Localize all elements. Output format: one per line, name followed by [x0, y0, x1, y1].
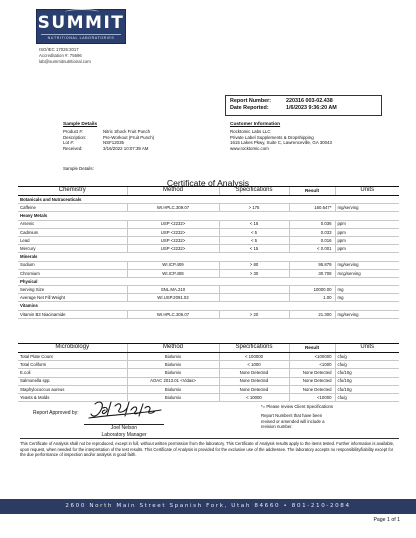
- customer-website: www.rocktomic.com: [230, 146, 269, 152]
- method-cell: WI.ICP.409: [127, 261, 219, 269]
- specification-cell: < 15: [219, 245, 289, 253]
- chemistry-row: [18, 245, 399, 253]
- units-cell: cfu/g: [335, 393, 399, 401]
- summit-logo: [36, 9, 126, 44]
- result-cell: 95.879: [289, 261, 335, 269]
- analyte-name-cell: Total Plate Count: [18, 353, 127, 361]
- customer-tagline: Private Label Supplements & Dropshipping: [230, 134, 314, 140]
- analyte-name-cell: Sodium: [18, 261, 127, 269]
- units-cell: mg: [335, 286, 399, 294]
- units-cell: mg/serving: [335, 310, 399, 318]
- revision-note-line: revision number.: [261, 424, 293, 430]
- result-cell: None Detected: [289, 385, 335, 393]
- section-label: Minerals: [18, 253, 399, 261]
- units-cell: mg: [335, 294, 399, 302]
- section-row: [18, 253, 399, 261]
- specification-cell: [219, 286, 289, 294]
- signer-block: [84, 425, 164, 438]
- chemistry-row: [18, 286, 399, 294]
- chemistry-row: [18, 220, 399, 228]
- signature-image: [85, 398, 165, 424]
- method-cell: WI.HPLC.306.07: [127, 310, 219, 318]
- lab-iso: ISO/IEC 17025:2017: [39, 47, 79, 52]
- specification-cell: None Detected: [219, 385, 289, 393]
- sample-key: Received:: [63, 146, 83, 152]
- col-header-result: Result: [289, 344, 335, 353]
- analyte-name-cell: Mercury: [18, 245, 127, 253]
- col-header-method: Method: [127, 344, 219, 353]
- chemistry-row: [18, 261, 399, 269]
- units-cell: ppm: [335, 220, 399, 228]
- units-cell: cfu/10g: [335, 369, 399, 377]
- result-cell: <10000: [289, 393, 335, 401]
- revision-note-line: Report Numbers that have been: [261, 412, 323, 418]
- microbiology-row: [18, 385, 399, 393]
- method-cell: Biolumix: [127, 353, 219, 361]
- method-cell: Biolumix: [127, 361, 219, 369]
- result-cell: 21.300: [289, 310, 335, 318]
- customer-info: [230, 129, 332, 152]
- sample-details-label: Sample Details:: [63, 166, 94, 171]
- analyte-name-cell: Salmonella spp.: [18, 377, 127, 385]
- customer-name: Rocktomic Labs LLC: [230, 129, 271, 134]
- analyte-name-cell: Staphylococcus aureus: [18, 385, 127, 393]
- units-cell: cfu/10g: [335, 377, 399, 385]
- lab-accreditation: Accreditation #: 75696: [39, 52, 82, 58]
- result-cell: None Detected: [289, 377, 335, 385]
- analyte-name-cell: Yeasts & Molds: [18, 393, 127, 401]
- method-cell: Biolumix: [127, 393, 219, 401]
- col-header-specifications: Specifications: [219, 187, 289, 196]
- section-label: Physical: [18, 277, 399, 285]
- client-spec-note: *= Please review Client Specifications: [261, 404, 334, 409]
- analyte-name-cell: Serving Size: [18, 286, 127, 294]
- specification-cell: > 30: [219, 269, 289, 277]
- revision-note: [261, 413, 333, 430]
- chemistry-row: [18, 269, 399, 277]
- lab-info: [39, 47, 91, 64]
- sample-value: 3/16/2022 10:07:39 AM: [103, 146, 149, 152]
- analyte-name-cell: E.coli: [18, 369, 127, 377]
- units-cell: cfu/10g: [335, 385, 399, 393]
- approved-by-label: Report Approved by:: [33, 410, 79, 416]
- result-cell: < 0.001: [289, 245, 335, 253]
- specification-cell: < 1000: [219, 361, 289, 369]
- analyte-name-cell: Total Coliform: [18, 361, 127, 369]
- page-number: Page 1 of 1: [373, 517, 400, 523]
- result-cell: <100000: [289, 353, 335, 361]
- col-header-method: Method: [127, 187, 219, 196]
- chemistry-table: [18, 186, 399, 319]
- microbiology-row: [18, 377, 399, 385]
- specification-cell: > 20: [219, 310, 289, 318]
- chemistry-row: [18, 310, 399, 318]
- method-cell: Biolumix: [127, 385, 219, 393]
- units-cell: ppm: [335, 236, 399, 244]
- specification-cell: None Detected: [219, 369, 289, 377]
- report-box: [225, 95, 382, 116]
- specification-cell: < 100000: [219, 353, 289, 361]
- report-number: 220316 003-02.438: [286, 98, 333, 104]
- section-row: [18, 302, 399, 310]
- specification-cell: < 15: [219, 220, 289, 228]
- method-cell: Biolumix: [127, 369, 219, 377]
- logo-wordmark: SUMMIT: [37, 13, 125, 33]
- method-cell: SNL.MA.210: [127, 286, 219, 294]
- units-cell: cfu/g: [335, 361, 399, 369]
- specification-cell: > 80: [219, 261, 289, 269]
- analyte-name-cell: Average Net Fill Weight: [18, 294, 127, 302]
- microbiology-row: [18, 393, 399, 401]
- units-cell: ppm: [335, 228, 399, 236]
- customer-address: 1615 Lakes Pkwy, Suite C, Lawrenceville, GA 30043: [230, 140, 332, 146]
- section-row: [18, 212, 399, 220]
- sample-value: Pre-Workout (Fruit Punch): [103, 134, 155, 140]
- result-cell: 160.647*: [289, 204, 335, 212]
- sample-key: Product #:: [63, 129, 84, 134]
- footer-address-bar: 2600 North Main Street Spanish Fork, Utah 84660 • 801-210-2084: [0, 499, 416, 514]
- microbiology-row: [18, 369, 399, 377]
- disclaimer: This Certificate of Analysis shall not be reproduced, except in full, without written permission from the laboratory. This Certificate of Analysis results apply to the items tested. Further information is available, upon request, when needed for the interpretation of the test results. This Certificate of Analysis is provided for the exclusive use of the addressee. The laboratory accepts no responsibility/liability except for the due performance of inspection and/or analysis in good faith.: [20, 438, 399, 458]
- col-header-specifications: Specifications: [219, 344, 289, 353]
- units-cell: cfu/g: [335, 353, 399, 361]
- analyte-name-cell: Cadmium: [18, 228, 127, 236]
- sample-key: Lot #:: [63, 140, 74, 146]
- report-number-label: Report Number:: [230, 98, 272, 104]
- units-cell: ppm: [335, 245, 399, 253]
- coa-title: Certificate of Analysis: [166, 178, 250, 188]
- section-label: Heavy Metals: [18, 212, 399, 220]
- analyte-name-cell: Arsenic: [18, 220, 127, 228]
- revision-note-line: revised or amended will include a: [261, 418, 325, 424]
- microbiology-row: [18, 361, 399, 369]
- chemistry-row: [18, 236, 399, 244]
- result-cell: <1000: [289, 361, 335, 369]
- method-cell: USP <2232>: [127, 236, 219, 244]
- section-label: Vitamins: [18, 302, 399, 310]
- col-header-microbiology: Microbiology: [18, 344, 127, 353]
- specification-cell: < 10000: [219, 393, 289, 401]
- result-cell: None Detected: [289, 369, 335, 377]
- sample-value: Nitric Shock Fruit Punch: [103, 129, 151, 134]
- sample-details-heading: Sample Details: [63, 122, 98, 127]
- specification-cell: < 5: [219, 228, 289, 236]
- method-cell: USP <2232>: [127, 228, 219, 236]
- method-cell: WI.HPLC.309.07: [127, 204, 219, 212]
- section-row: [18, 277, 399, 285]
- sample-details: [63, 129, 154, 152]
- col-header-units: Units: [335, 344, 399, 353]
- units-cell: mg/serving: [335, 261, 399, 269]
- specification-cell: None Detected: [219, 377, 289, 385]
- date-reported-label: Date Reported:: [230, 104, 269, 111]
- report-notes: [261, 404, 333, 430]
- date-reported: 1/6/2023 9:36:20 AM: [286, 104, 337, 111]
- logo-tagline: NUTRITIONAL LABORATORIES: [41, 34, 121, 40]
- signer-title: Laboratory Manager: [101, 431, 147, 438]
- specification-cell: > 175: [219, 204, 289, 212]
- customer-heading: Customer Information: [230, 122, 281, 127]
- col-header-result: Result: [289, 187, 335, 196]
- result-cell: 10000.00: [289, 286, 335, 294]
- sample-value: NSF12035: [103, 140, 124, 146]
- result-cell: 0.036: [289, 220, 335, 228]
- analyte-name-cell: Lead: [18, 236, 127, 244]
- specification-cell: < 5: [219, 236, 289, 244]
- section-row: [18, 196, 399, 204]
- signer-name: Joel Nelson: [110, 425, 138, 431]
- chemistry-row: [18, 228, 399, 236]
- method-cell: WI.ICP.408: [127, 269, 219, 277]
- microbiology-table: [18, 343, 399, 402]
- specification-cell: [219, 294, 289, 302]
- analyte-name-cell: Chromium: [18, 269, 127, 277]
- method-cell: AOAC 2013.01 <Vidas>: [127, 377, 219, 385]
- method-cell: USP <2232>: [127, 245, 219, 253]
- col-header-units: Units: [335, 187, 399, 196]
- analyte-name-cell: Caffeine: [18, 204, 127, 212]
- units-cell: mcg/serving: [335, 269, 399, 277]
- analyte-name-cell: Vitamin B3 Niacinamide: [18, 310, 127, 318]
- lab-email: lab@summitnutritional.com: [39, 58, 91, 64]
- method-cell: USP <2232>: [127, 220, 219, 228]
- result-cell: 0.016: [289, 236, 335, 244]
- units-cell: mg/serving: [335, 204, 399, 212]
- section-label: Botanicals and Nutraceuticals: [18, 196, 399, 204]
- chemistry-row: [18, 204, 399, 212]
- result-cell: 0.033: [289, 228, 335, 236]
- method-cell: WI.USP.2091.02: [127, 294, 219, 302]
- chemistry-row: [18, 294, 399, 302]
- sample-key: Description:: [63, 134, 87, 140]
- col-header-chemistry: Chemistry: [18, 187, 127, 196]
- result-cell: 1.00: [289, 294, 335, 302]
- microbiology-row: [18, 353, 399, 361]
- result-cell: 30.708: [289, 269, 335, 277]
